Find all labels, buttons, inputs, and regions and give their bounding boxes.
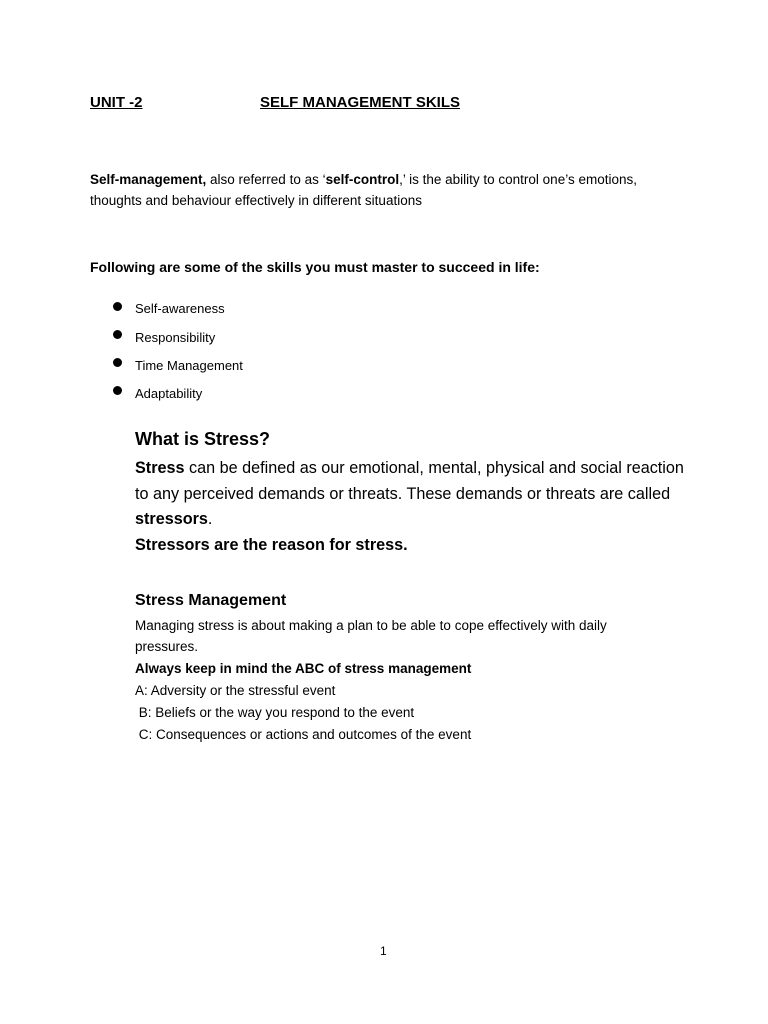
sm-paragraph-line-1: Managing stress is about making a plan to be able to cope effectively with daily: [135, 618, 607, 633]
skill-item: Responsibility: [135, 330, 216, 345]
bullet-dot: [113, 302, 122, 311]
stress-line-1-text: can be defined as our emotional, mental, physical and social reaction: [184, 459, 684, 477]
stress-line-3-text: .: [207, 510, 213, 529]
page-title: SELF MANAGEMENT SKILS: [260, 94, 461, 111]
skills-intro: Following are some of the skills you must master to succeed in life:: [90, 259, 540, 275]
stress-term: Stress: [135, 459, 185, 477]
stress-line-2: to any perceived demands or threats. These demands or threats are called: [135, 484, 671, 503]
bullet-dot: [113, 330, 122, 339]
skill-item: Time Management: [135, 358, 243, 373]
intro-text-2: ,’ is the ability to control one’s emotions,: [399, 172, 637, 187]
bullet-dot: [113, 386, 122, 395]
bullet-dot: [113, 358, 122, 367]
skill-item: Adaptability: [135, 386, 203, 401]
page-number: 1: [380, 944, 387, 958]
stress-line-3: [135, 507, 695, 533]
sm-paragraph-line-2: pressures.: [135, 639, 199, 654]
intro-text-1: also referred to as ‘: [206, 172, 326, 187]
stressors-term: stressors: [135, 510, 208, 529]
abc-heading: Always keep in mind the ABC of stress management: [135, 661, 472, 676]
abc-item-c: C: Consequences or actions and outcomes of the event: [135, 727, 472, 742]
intro-line-1: [90, 169, 637, 190]
stress-line-4: Stressors are the reason for stress.: [135, 535, 408, 554]
intro-term-2: self-control: [325, 172, 400, 187]
intro-line-2: thoughts and behaviour effectively in different situations: [90, 193, 422, 208]
abc-item-b: B: Beliefs or the way you respond to the event: [135, 705, 415, 720]
skill-item: Self-awareness: [135, 301, 225, 316]
intro-paragraph: [90, 169, 637, 211]
stress-heading: What is Stress?: [135, 429, 271, 449]
stress-definition: [135, 456, 695, 558]
stress-management-heading: Stress Management: [135, 592, 287, 609]
abc-item-a: A: Adversity or the stressful event: [135, 683, 336, 698]
unit-label: UNIT -2: [90, 94, 143, 111]
intro-term: Self-management,: [90, 172, 207, 187]
stress-line-1: [135, 456, 695, 482]
